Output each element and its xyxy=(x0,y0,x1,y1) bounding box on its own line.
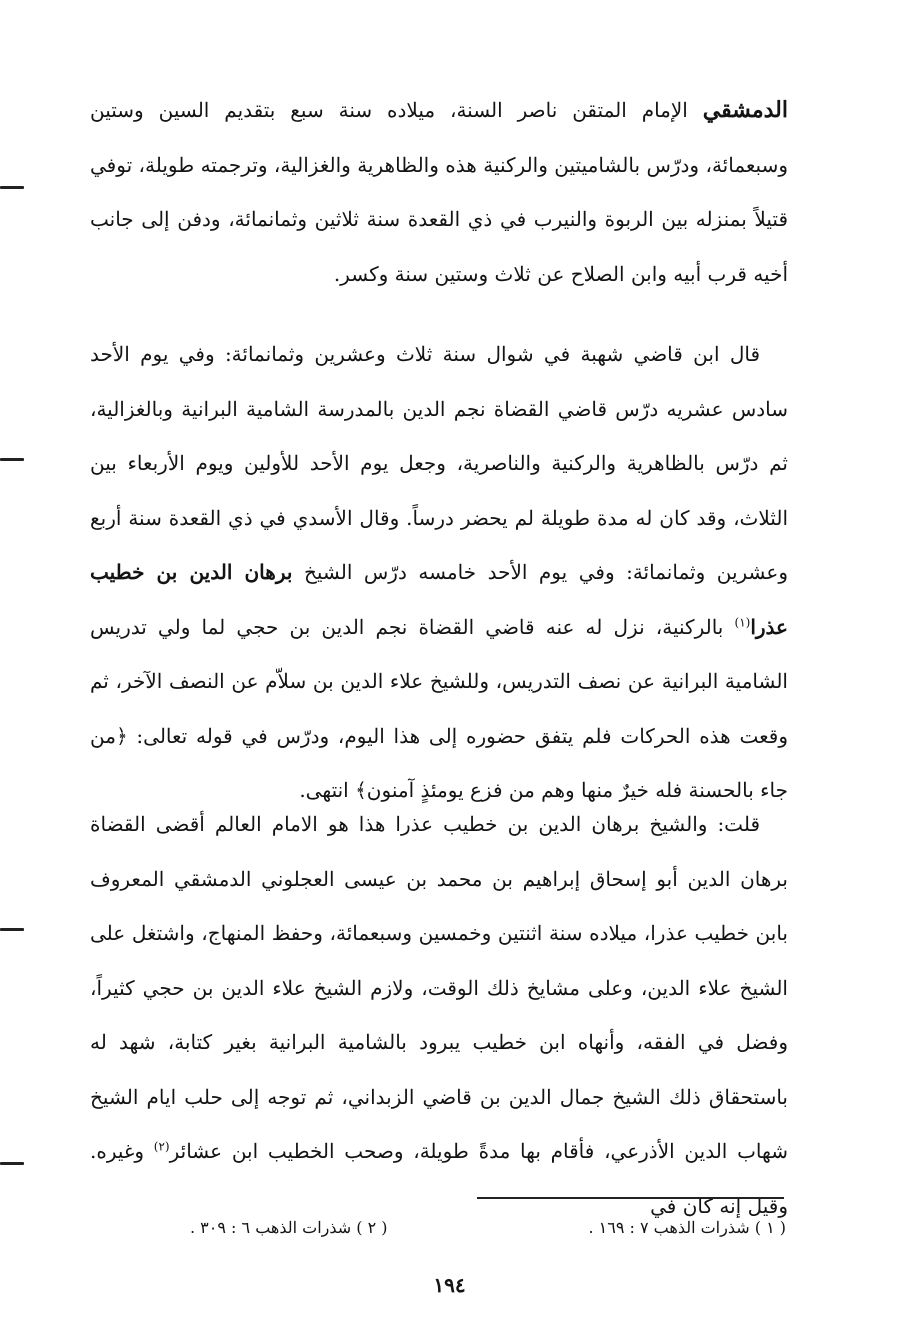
paragraph-2 xyxy=(90,327,788,818)
margin-mark xyxy=(0,1162,24,1165)
paragraph-3-text-b: وغيره. وقيل إنه كان في xyxy=(90,1139,788,1218)
margin-mark xyxy=(0,928,24,931)
footnotes xyxy=(190,1214,786,1242)
paragraph-2-text-a: قال ابن قاضي شهبة في شوال سنة ثلاث وعشرين وثمانمائة: وفي يوم الأحد سادس عشريه درّس قاضي القضاة نجم الدين بالمدرسة الشامية البرانية وبالغزالية، ثم درّس بالظاهرية والركنية والناصرية، وجعل يوم الأحد للأولين ويوم الأربعاء بين الثلاث، وقد كان له مدة طويلة لم يحضر درساً. وقال الأسدي في ذي القعدة سنة أربع وعشرين وثمانمائة: وفي يوم الأحد خامسه درّس الشيخ xyxy=(90,342,788,584)
footnote-divider xyxy=(477,1197,784,1199)
scholar-name: برهان الدين بن خطيب عذرا xyxy=(90,560,788,639)
paragraph-1-text: الإمام المتقن ناصر السنة، ميلاده سنة سبع بتقديم السين وستين وسبعمائة، ودرّس بالشاميتين والركنية هذه والظاهرية والغزالية، وترجمته طويلة، توفي قتيلاً بمنزله بين الربوة والنيرب في ذي القعدة سنة ثلاثين وثمانمائة، ودفن إلى جانب أخيه قرب أبيه وابن الصلاح عن ثلاث وستين سنة وكسر. xyxy=(90,98,788,286)
paragraph-2-text-b: بالركنية، نزل له عنه قاضي القضاة نجم الدين بن حجي لما ولي تدريس الشامية البرانية عن نصف التدريس، وللشيخ علاء الدين بن سلاّم عن النصف الآخر، ثم وقعت هذه الحركات فلم يتفق حضوره إلى هذا اليوم، ودرّس في قوله تعالى: ﴿من جاء بالحسنة فله خيرٌ منها وهم من فزع يومئذٍ آمنون﴾ انتهى. xyxy=(90,614,788,802)
margin-mark xyxy=(0,186,24,189)
page-number: ١٩٤ xyxy=(433,1273,466,1297)
footnote-ref-2: (٢) xyxy=(153,1139,170,1154)
paragraph-3-text-a: قلت: والشيخ برهان الدين بن خطيب عذرا هذا هو الامام العالم أقضى القضاة برهان الدين أبو إسحاق إبراهيم بن محمد بن عيسى العجلوني الدمشقي المعروف بابن خطيب عذرا، ميلاده سنة اثنتين وخمسين وسبعمائة، وحفظ المنهاج، واشتغل على الشيخ علاء الدين، وعلى مشايخ ذلك الوقت، ولازم الشيخ علاء الدين بن حجي كثيراً، وفضل في الفقه، وأنهاه ابن خطيب يبرود بالشامية البرانية بغير كتابة، شهد له باستحقاق ذلك الشيخ جمال الدين بن قاضي الزبداني، ثم توجه إلى حلب ايام الشيخ شهاب الدين الأذرعي، فأقام بها مدةً طويلة، وصحب الخطيب ابن عشائر xyxy=(90,812,788,1163)
footnote-ref-1: (١) xyxy=(734,614,751,629)
paragraph-1 xyxy=(90,83,788,301)
footnote-1: ( ١ ) شذرات الذهب ٧ : ١٦٩ . xyxy=(588,1218,786,1237)
paragraph-3 xyxy=(90,797,788,1233)
entry-head-word: الدمشقي xyxy=(702,97,788,123)
footnote-2: ( ٢ ) شذرات الذهب ٦ : ٣٠٩ . xyxy=(190,1218,388,1237)
margin-mark xyxy=(0,458,24,461)
